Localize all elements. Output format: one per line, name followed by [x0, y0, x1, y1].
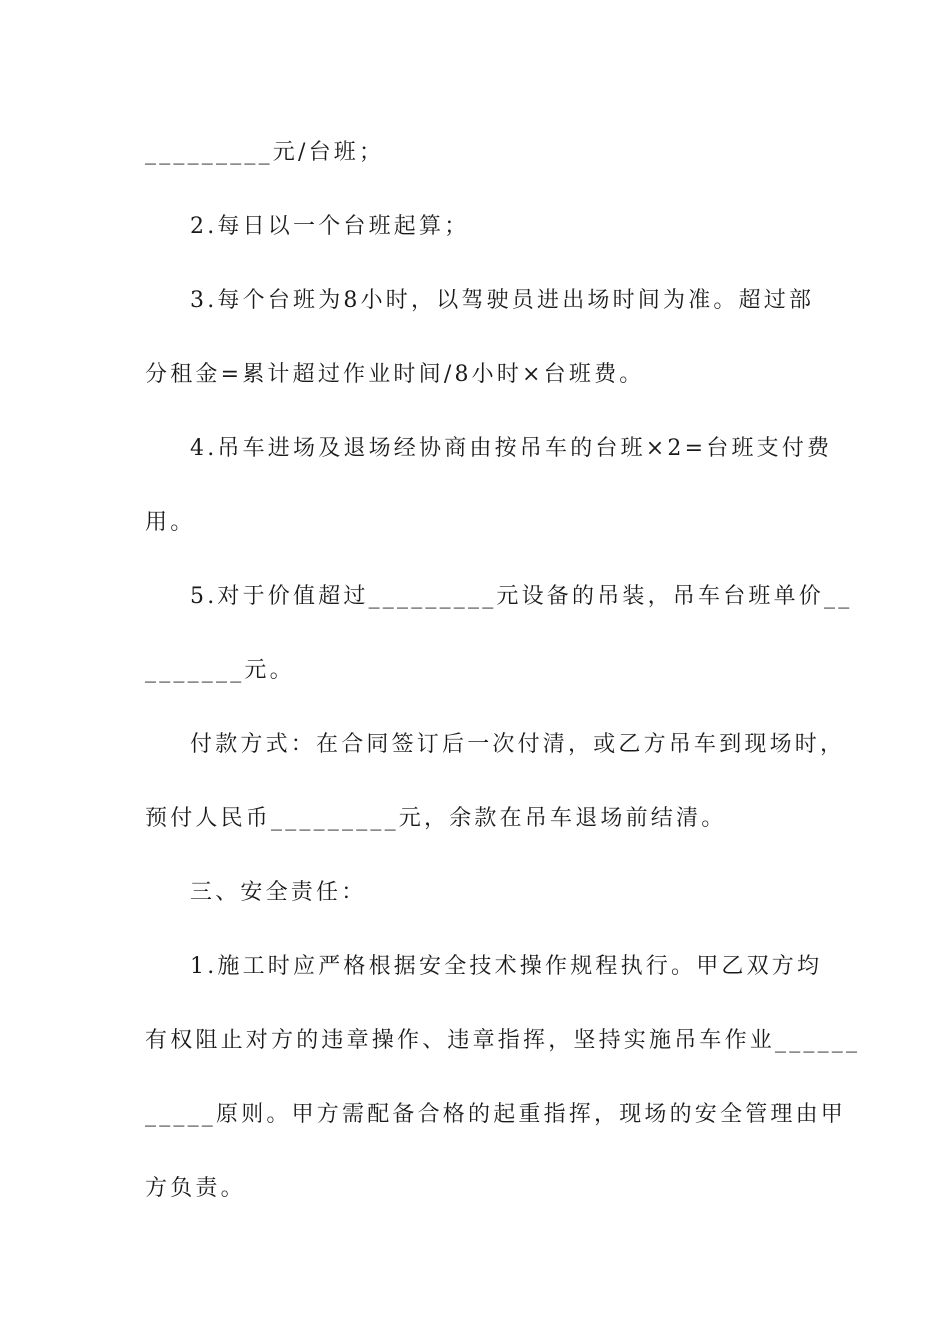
text-line-item-4: 4.吊车进场及退场经协商由按吊车的台班×2=台班支付费	[190, 436, 833, 461]
text-line-safety-1-cont-2: _____原则。甲方需配备合格的起重指挥，现场的安全管理由甲	[145, 1102, 847, 1127]
text-line-item-3-cont: 分租金=累计超过作业时间/8小时×台班费。	[145, 362, 645, 387]
text-line-item-2: 2.每日以一个台班起算；	[190, 214, 470, 239]
text-line-rate: _________元/台班；	[145, 140, 385, 165]
text-line-item-5-cont: _______元。	[145, 658, 295, 683]
text-line-item-4-cont: 用。	[145, 510, 196, 535]
text-line-safety-1-cont-3: 方负责。	[145, 1176, 246, 1201]
text-line-item-5: 5.对于价值超过_________元设备的吊装，吊车台班单价__	[190, 584, 853, 609]
text-line-safety-1-cont: 有权阻止对方的违章操作、违章指挥，坚持实施吊车作业______	[145, 1028, 861, 1053]
text-line-payment: 付款方式：在合同签订后一次付清，或乙方吊车到现场时，	[190, 732, 846, 757]
text-line-payment-cont: 预付人民币_________元，余款在吊车退场前结清。	[145, 806, 727, 831]
text-line-item-3: 3.每个台班为8小时，以驾驶员进出场时间为准。超过部	[190, 288, 815, 313]
text-line-safety-1: 1.施工时应严格根据安全技术操作规程执行。甲乙双方均	[190, 954, 823, 979]
section-heading-safety: 三、安全责任：	[190, 880, 367, 905]
